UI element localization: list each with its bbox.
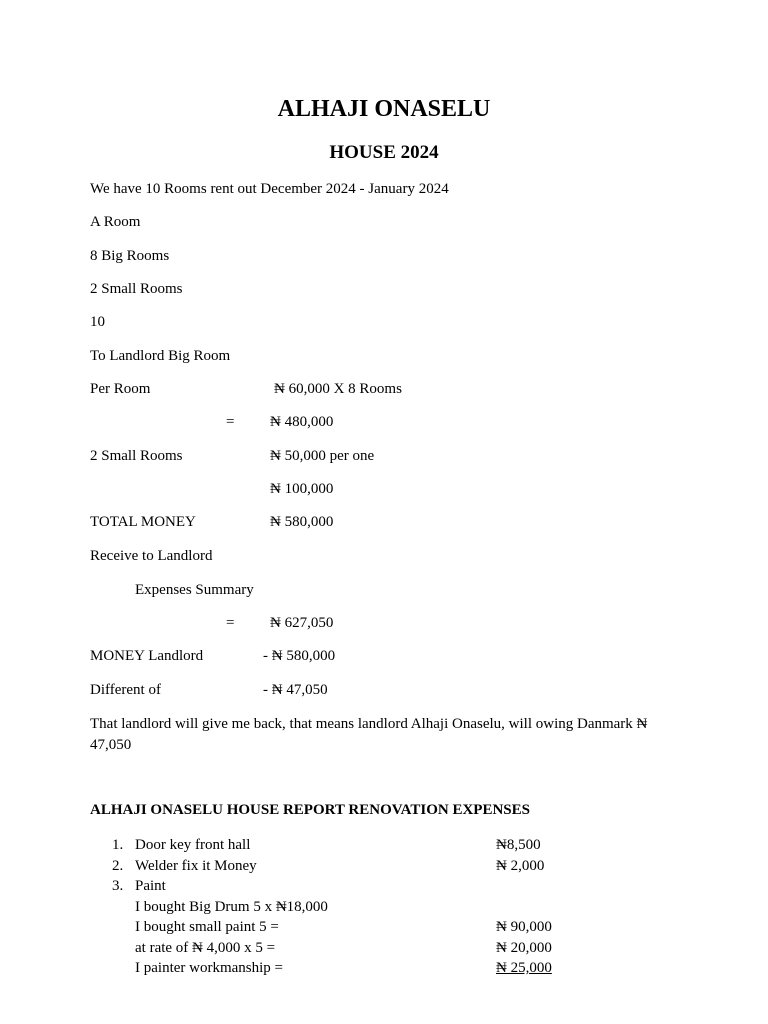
room-label: A Room — [90, 214, 141, 230]
document-subtitle: HOUSE 2024 — [329, 142, 439, 163]
per-room-value: ₦ 60,000 X 8 Rooms — [274, 381, 402, 397]
list-item-text: Door key front hall — [135, 837, 251, 853]
total-rooms-text: 10 — [90, 314, 105, 330]
equals-sign: = — [226, 615, 235, 631]
paint-line: at rate of ₦ 4,000 x 5 = — [135, 940, 276, 956]
expenses-summary-label: Expenses Summary — [135, 582, 254, 598]
small-rooms-total: ₦ 100,000 — [270, 481, 334, 497]
paint-line: I bought small paint 5 = — [135, 919, 279, 935]
list-item-amount: ₦ 2,000 — [496, 858, 545, 874]
paint-line: I bought Big Drum 5 x ₦18,000 — [135, 899, 328, 915]
paint-line: I painter workmanship = — [135, 960, 284, 976]
total-money-value: ₦ 580,000 — [270, 514, 334, 530]
note-line-1: That landlord will give me back, that means landlord Alhaji Onaselu, will owing Danmark ₦ — [90, 716, 648, 732]
list-item-text: Paint — [135, 878, 166, 894]
different-value: - ₦ 47,050 — [263, 682, 328, 698]
total-money-label: TOTAL MONEY — [90, 514, 196, 530]
money-landlord-label: MONEY Landlord — [90, 648, 204, 664]
per-room-label: Per Room — [90, 381, 151, 397]
report-heading: ALHAJI ONASELU HOUSE REPORT RENOVATION EXPENSES — [90, 802, 530, 818]
small-rooms-text: 2 Small Rooms — [90, 281, 183, 297]
small-rooms-value: ₦ 50,000 per one — [270, 448, 375, 464]
big-rooms-total: ₦ 480,000 — [270, 414, 334, 430]
different-label: Different of — [90, 682, 161, 698]
equals-sign: = — [226, 414, 235, 430]
intro-text: We have 10 Rooms rent out December 2024 - January 2024 — [90, 181, 449, 197]
receive-landlord-text: Receive to Landlord — [90, 548, 213, 564]
list-item-number: 2. — [112, 858, 124, 874]
paint-line-amount: ₦ 20,000 — [496, 940, 552, 956]
paint-line-amount: ₦ 25,000 — [496, 960, 552, 976]
big-rooms-text: 8 Big Rooms — [90, 248, 170, 264]
small-rooms-label: 2 Small Rooms — [90, 448, 183, 464]
money-landlord-value: - ₦ 580,000 — [263, 648, 336, 664]
document-title: ALHAJI ONASELU — [277, 96, 491, 122]
list-item-amount: ₦8,500 — [496, 837, 541, 853]
expenses-summary-value: ₦ 627,050 — [270, 615, 334, 631]
to-landlord-text: To Landlord Big Room — [90, 348, 231, 364]
paint-line-amount: ₦ 90,000 — [496, 919, 552, 935]
list-item-text: Welder fix it Money — [135, 858, 257, 874]
list-item-number: 1. — [112, 837, 124, 853]
list-item-number: 3. — [112, 878, 124, 894]
note-line-2: 47,050 — [90, 737, 132, 753]
